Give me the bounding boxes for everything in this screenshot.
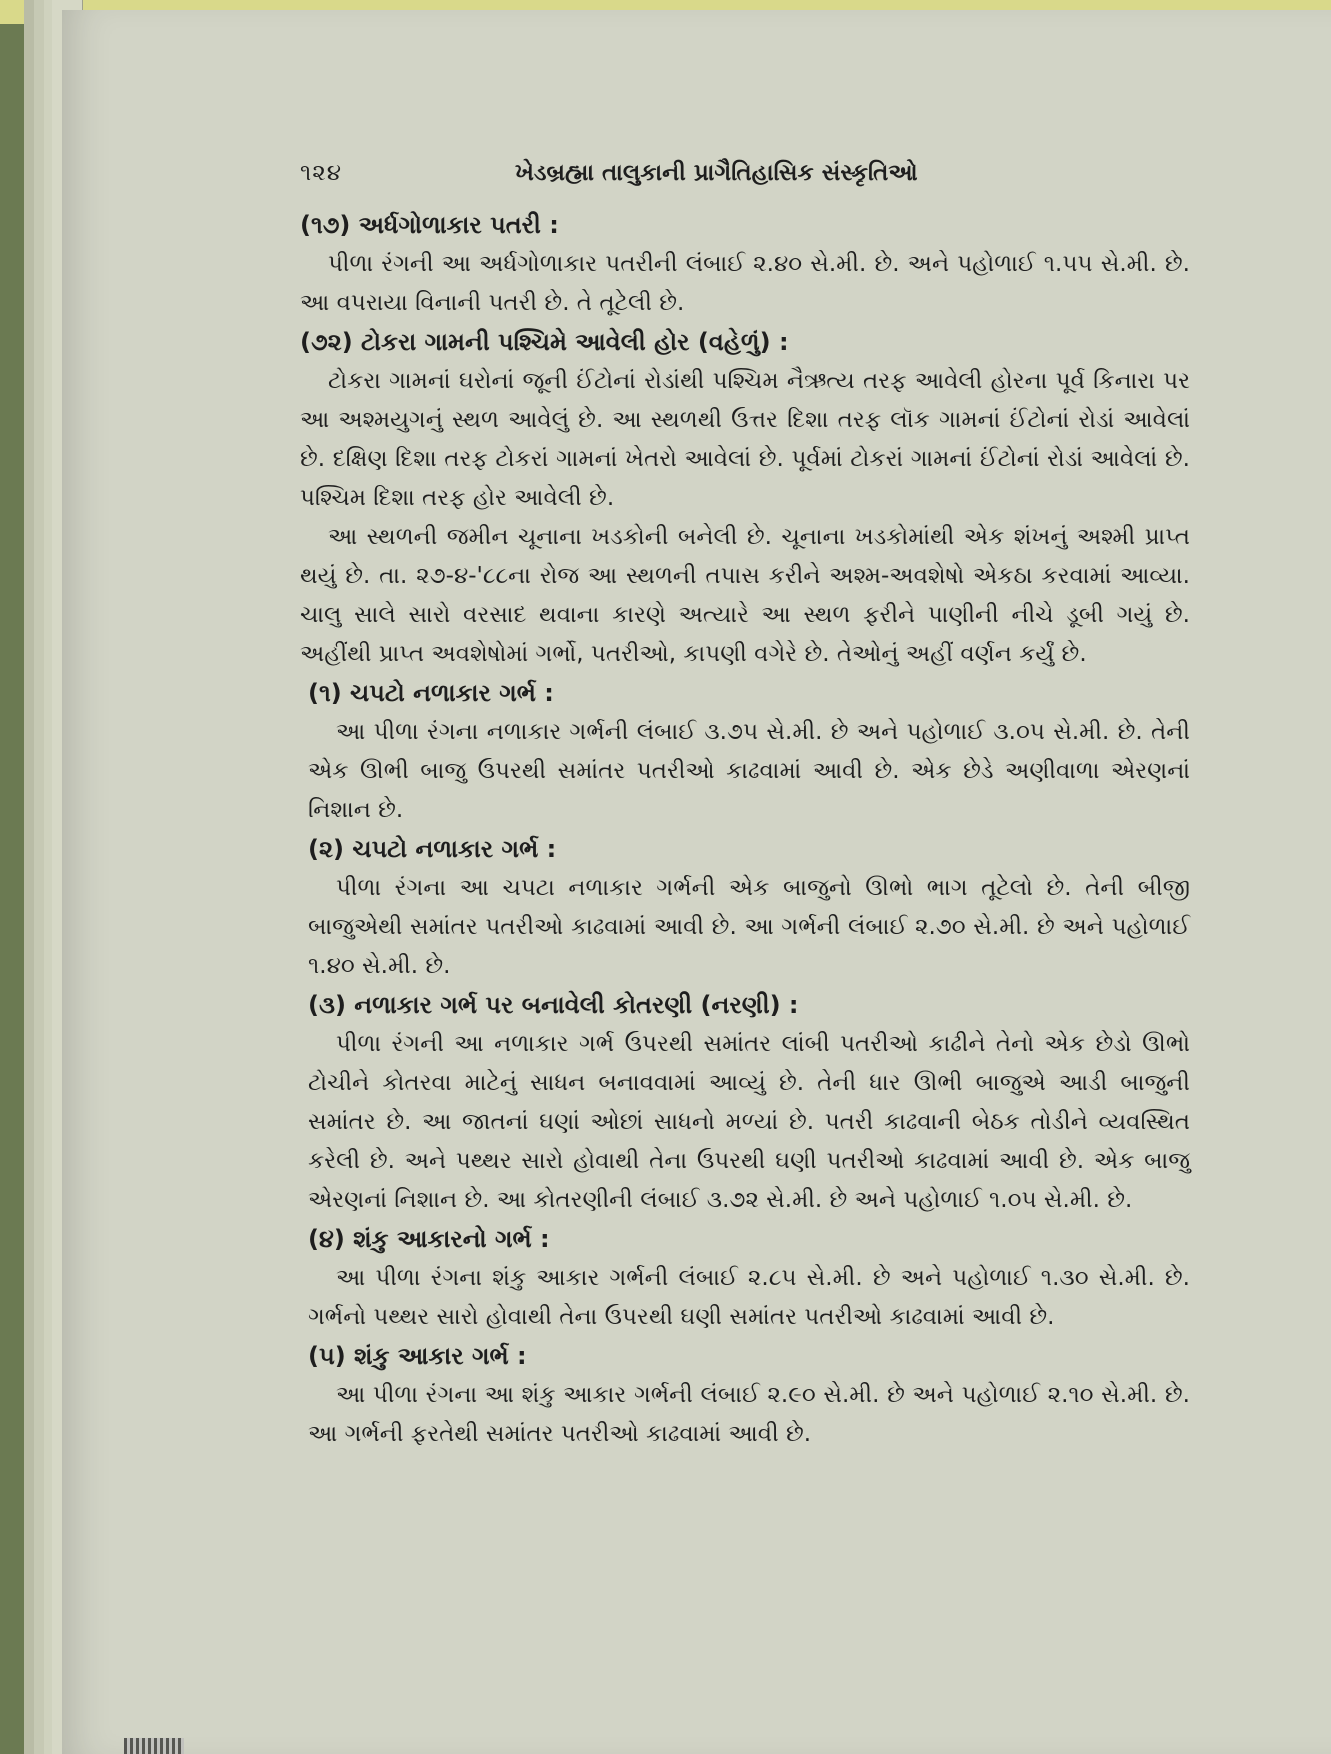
running-title: ખેડબ્રહ્મા તાલુકાની પ્રાગૈતિહાસિક સંસ્કૃતિઓ <box>515 160 918 186</box>
section <box>300 674 1190 830</box>
section-heading: (૫) શંકુ આકાર ગર્ભ : <box>308 1342 527 1370</box>
section <box>300 1337 1190 1454</box>
section <box>300 206 1190 323</box>
section-heading: (૨) ચપટો નળાકાર ગર્ભ : <box>308 835 557 863</box>
section-heading: (૧૭) અર્ધગોળાકાર પતરી : <box>300 211 559 239</box>
scan-marking <box>124 1738 184 1754</box>
section-heading: (૪) શંકુ આકારનો ગર્ભ : <box>308 1225 550 1253</box>
paragraph: પીળા રંગના આ ચપટા નળાકાર ગર્ભની એક બાજુનો ઊભો ભાગ તૂટેલો છે. તેની બીજી બાજુએથી સમાંતર પતરીઓ કાઢવામાં આવી છે. આ ગર્ભની લંબાઈ ૨.૭૦ સે.મી. છે અને પહોળાઈ ૧.૪૦ સે.મી. છે. <box>308 875 1190 979</box>
section <box>300 1220 1190 1337</box>
section-heading: (૭૨) ટોકરા ગામની પશ્ચિમે આવેલી હોર (વહેળું) : <box>300 328 789 356</box>
paragraph: પીળા રંગની આ અર્ધગોળાકાર પતરીની લંબાઈ ૨.૪૦ સે.મી. છે. અને પહોળાઈ ૧.૫૫ સે.મી. છે. આ વપરાયા વિનાની પતરી છે. તે તૂટેલી છે. <box>300 251 1190 316</box>
paragraph: ટોકરા ગામનાં ઘરોનાં જૂની ઈંટોનાં રોડાંથી પશ્ચિમ નૈઋત્ય તરફ આવેલી હોરના પૂર્વ કિનારા પર આ અશ્મયુગનું સ્થળ આવેલું છે. આ સ્થળથી ઉત્તર દિશા તરફ લૉક ગામનાં ઈંટોનાં રોડાં આવેલાં છે. દક્ષિણ દિશા તરફ ટોકરાં ગામનાં ખેતરો આવેલાં છે. પૂર્વમાં ટોકરાં ગામનાં ઈંટોનાં રોડાં આવેલાં છે. પશ્ચિમ દિશા તરફ હોર આવેલી છે. <box>300 368 1190 511</box>
paragraph: પીળા રંગની આ નળાકાર ગર્ભ ઉપરથી સમાંતર લાંબી પતરીઓ કાઢીને તેનો એક છેડો ઊભો ટોચીને કોતરવા માટેનું સાધન બનાવવામાં આવ્યું છે. તેની ધાર ઊભી બાજુએ આડી બાજુની સમાંતર છે. આ જાતનાં ઘણાં ઓછાં સાધનો મળ્યાં છે. પતરી કાઢવાની બેઠક તોડીને વ્યવસ્થિત કરેલી છે. અને પથ્થર સારો હોવાથી તેના ઉપરથી ઘણી પતરીઓ કાઢવામાં આવી છે. એક બાજુ એરણનાં નિશાન છે. આ કોતરણીની લંબાઈ ૩.૭૨ સે.મી. છે અને પહોળાઈ ૧.૦૫ સે.મી. છે. <box>308 1031 1190 1213</box>
paragraph: આ પીળા રંગના નળાકાર ગર્ભની લંબાઈ ૩.૭૫ સે.મી. છે અને પહોળાઈ ૩.૦૫ સે.મી. છે. તેની એક ઊભી બાજુ ઉપરથી સમાંતર પતરીઓ કાઢવામાં આવી છે. એક છેડે અણીવાળા એરણનાં નિશાન છે. <box>308 719 1190 823</box>
paragraph: આ પીળા રંગના આ શંકુ આકાર ગર્ભની લંબાઈ ૨.૯૦ સે.મી. છે અને પહોળાઈ ૨.૧૦ સે.મી. છે. આ ગર્ભની ફરતેથી સમાંતર પતરીઓ કાઢવામાં આવી છે. <box>308 1382 1190 1447</box>
section-heading: (૩) નળાકાર ગર્ભ પર બનાવેલી કોતરણી (નરણી) : <box>308 991 799 1019</box>
page-content <box>300 150 1190 1454</box>
page-header <box>300 150 1190 200</box>
paragraph: આ પીળા રંગના શંકુ આકાર ગર્ભની લંબાઈ ૨.૮૫ સે.મી. છે અને પહોળાઈ ૧.૩૦ સે.મી. છે. ગર્ભનો પથ્થર સારો હોવાથી તેના ઉપરથી ઘણી સમાંતર પતરીઓ કાઢવામાં આવી છે. <box>308 1265 1190 1330</box>
paragraph: આ સ્થળની જમીન ચૂનાના ખડકોની બનેલી છે. ચૂનાના ખડકોમાંથી એક શંખનું અશ્મી પ્રાપ્ત થયું છે. તા. ૨૭-૪-'૮૮ના રોજ આ સ્થળની તપાસ કરીને અશ્મ-અવશેષો એકઠા કરવામાં આવ્યા. ચાલુ સાલે સારો વરસાદ થવાના કારણે અત્યારે આ સ્થળ ફરીને પાણીની નીચે ડૂબી ગયું છે. અહીંથી પ્રાપ્ત અવશેષોમાં ગર્ભો, પતરીઓ, કાપણી વગેરે છે. તેઓનું અહીં વર્ણન કર્યું છે. <box>300 524 1190 667</box>
section <box>300 830 1190 986</box>
section-heading: (૧) ચપટો નળાકાર ગર્ભ : <box>308 679 554 707</box>
section <box>300 986 1190 1220</box>
section <box>300 323 1190 674</box>
page-number: ૧૨૪ <box>300 160 343 186</box>
